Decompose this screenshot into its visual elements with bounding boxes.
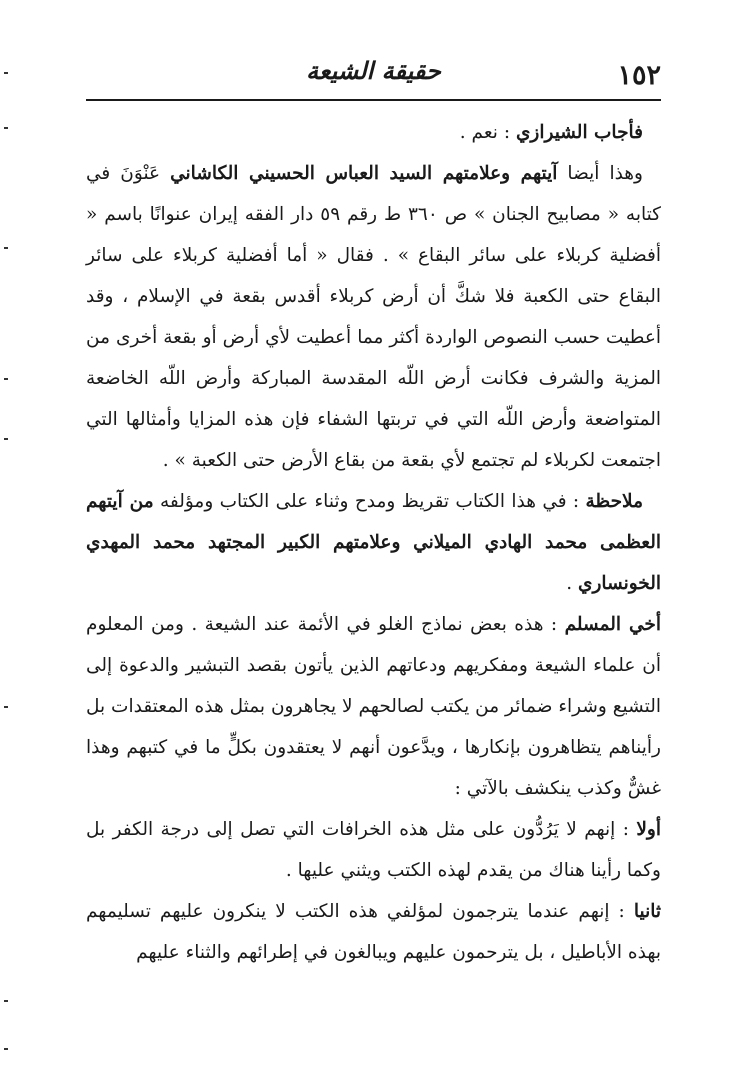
scan-mark <box>4 706 8 708</box>
paragraph-lead: ملاحظة <box>585 491 643 512</box>
paragraph-text: : إنهم لا يَرُدُّون على مثل هذه الخرافات التي تصل إلى درجة الكفر بل وكما رأينا هناك من يقدم لهذه الكتب ويثني عليها . <box>86 819 661 881</box>
header-rule <box>86 99 661 101</box>
scan-mark <box>4 247 8 249</box>
page-number: ١٥٢ <box>617 60 661 91</box>
paragraph-first-point <box>86 809 661 891</box>
scan-mark <box>4 438 8 440</box>
paragraph-note <box>86 481 661 604</box>
paragraph-muslim-brother <box>86 604 661 809</box>
paragraph-text: : إنهم عندما يترجمون لمؤلفي هذه الكتب لا ينكرون عليهم تسليمهم بهذه الأباطيل ، بل يترحمون عليهم ويبالغون في إطرائهم والثناء عليهم <box>86 901 661 963</box>
paragraph-kashani-quote <box>86 153 661 481</box>
paragraph-text: : في هذا الكتاب تقريظ ومدح وثناء على الكتاب ومؤلفه <box>153 491 586 512</box>
paragraph-lead: آيتهم وعلامتهم السيد العباس الحسيني الكاشاني <box>170 163 558 184</box>
scan-mark <box>4 1000 8 1002</box>
page-header <box>86 48 661 98</box>
paragraph-lead: أولا <box>636 819 661 840</box>
paragraph-text: : هذه بعض نماذج الغلو في الأئمة عند الشيعة . ومن المعلوم أن علماء الشيعة ومفكريهم ودعاتهم الذين يأتون بقصد التبشير والدعوة إلى التشيع وشراء ضمائر من يكتب لصالحهم لا يجاهرون بمثل هذه المعتقدات بل رأيناهم يتظاهرون بإنكارها ، ويدَّعون أنهم لا يعتقدون بكلٍّ ما في كتبهم وهذا غشٌّ وكذب ينكشف بالآتي : <box>86 614 661 799</box>
scan-mark <box>4 1048 8 1050</box>
paragraph-lead: فأجاب الشيرازي <box>515 122 643 143</box>
scan-mark <box>4 72 8 74</box>
paragraph-text: : نعم . <box>459 122 516 143</box>
paragraph-text: عَنْوَنَ في كتابه « مصابيح الجنان » ص ٣٦٠ ط رقم ٥٩ دار الفقه إيران عنوانًا باسم « أفضلية كربلاء على سائر البقاع » . فقال « أما أفضلية كربلاء على سائر البقاع حتى الكعبة فلا شكَّ أن أرض كربلاء أقدس بقعة في الإسلام ، وقد أعطيت حسب النصوص الواردة أكثر مما أعطيت لأي أرض أو بقعة أخرى من المزية والشرف فكانت أرض اللّه المقدسة المباركة وأرض اللّه الخاضعة المتواضعة وأرض اللّه التي في تربتها الشفاء فإن هذه المزايا وأمثالها التي اجتمعت لكربلاء لم تجتمع لأي بقعة من بقاع الأرض حتى الكعبة » . <box>86 163 661 471</box>
paragraph-second-point <box>86 891 661 973</box>
paragraph-end: . <box>566 573 579 594</box>
scan-mark <box>4 127 8 129</box>
scan-mark <box>4 378 8 380</box>
paragraph-tail: من آيتهم العظمى محمد الهادي الميلاني وعلامتهم الكبير المجتهد محمد المهدي الخونساري <box>86 491 661 594</box>
paragraph-shirazi-answer <box>86 112 661 153</box>
running-title: حقيقة الشيعة <box>306 56 441 85</box>
paragraph-lead: أخي المسلم <box>564 614 661 635</box>
paragraph-lead: ثانيا <box>633 901 661 922</box>
paragraph-pre: وهذا أيضا <box>557 163 643 184</box>
body-text <box>86 112 661 973</box>
